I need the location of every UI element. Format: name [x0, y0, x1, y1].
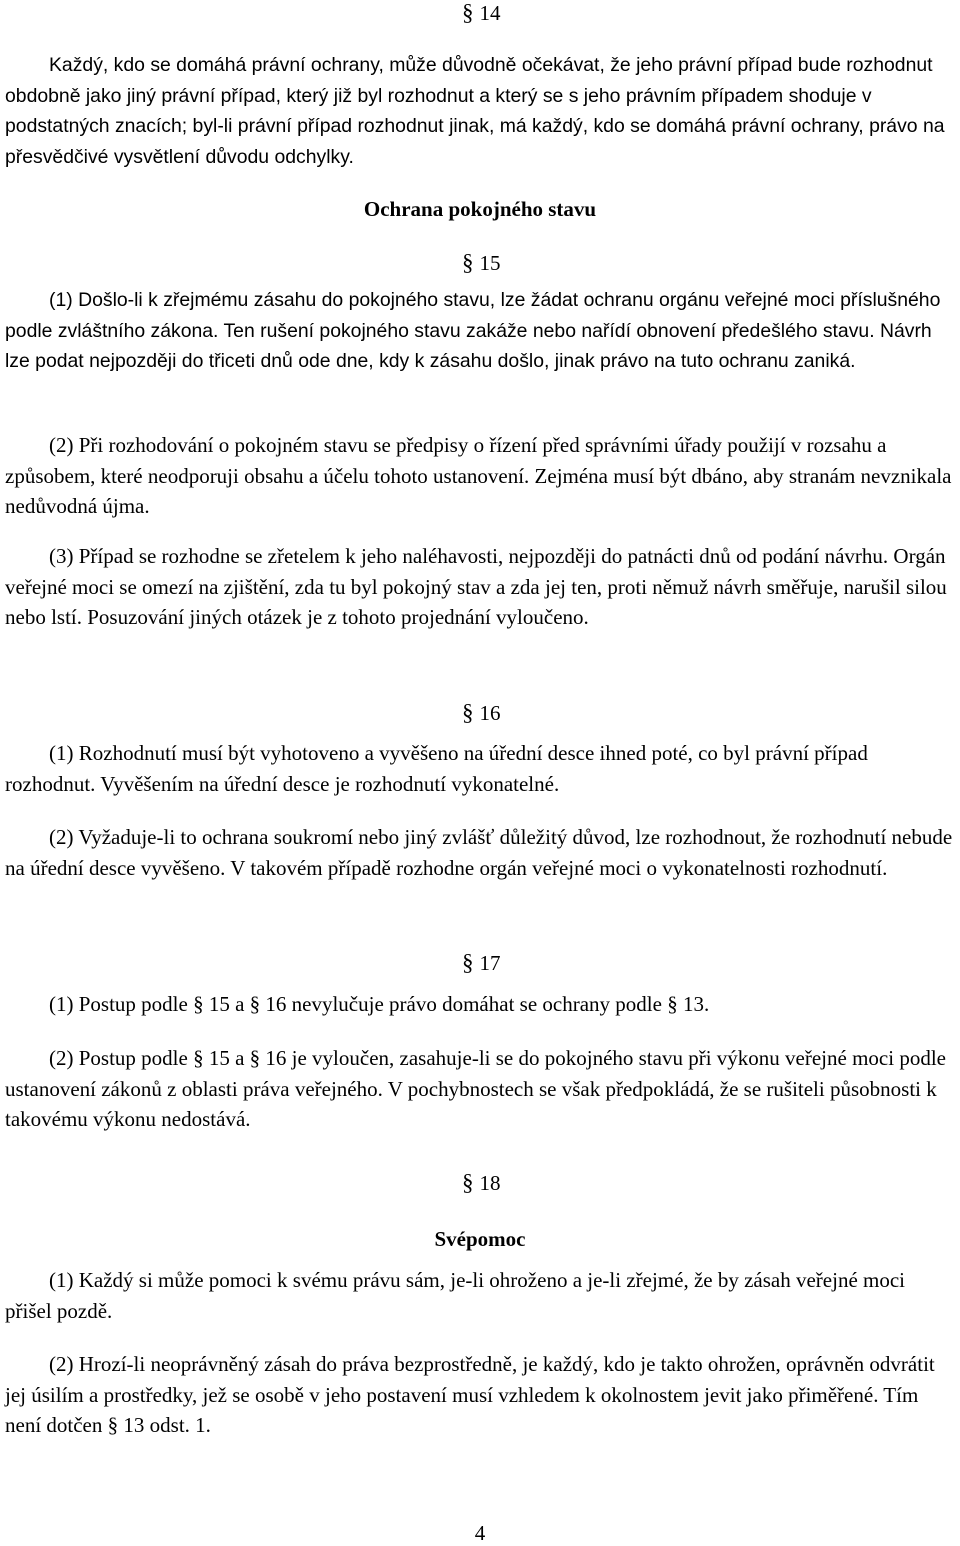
section-symbol: § — [249, 1046, 261, 1070]
section-symbol: § — [107, 1413, 119, 1437]
section-symbol: § — [667, 992, 678, 1016]
paragraph-17-2: (2) Postup podle § 15 a § 16 je vyloučen, zasahuje-li se do pokojného stavu při výkonu veřejné moci podle ustanovení zákonů z oblasti práva veřejného. V pochybnostech se však předpokládá, že se rušiteli působnosti k takovému výkonu nedostává. — [5, 1046, 946, 1131]
section-symbol: § — [193, 992, 204, 1016]
paragraph-15-3: (3) Případ se rozhodne se zřetelem k jeho naléhavosti, nejpozději do patnácti dnů od podání návrhu. Orgán veřejné moci se omezí na zjištění, zda tu byl pokojný stav a zda jej ten, proti němuž návrh směřuje, narušil silou nebo lstí. Posuzování jiných otázek je z tohoto projednání vyloučeno. — [5, 544, 947, 629]
section-number-14: § 14 — [462, 0, 501, 25]
section-symbol: § — [462, 1170, 474, 1195]
paragraph-15-1: (1) Došlo-li k zřejmému zásahu do pokojného stavu, lze žádat ochranu orgánu veřejné moci příslušného podle zvláštního zákona. Ten rušení pokojného stavu zakáže nebo nařídí obnovení předešlého stavu. Návrh lze podat nejpozději do třiceti dnů ode dne, kdy k zásahu došlo, jinak právo na tuto ochranu zaniká. — [5, 289, 941, 372]
section-symbol: § — [249, 992, 261, 1016]
section-number-15: § 15 — [462, 250, 501, 275]
section-symbol: § — [193, 1046, 204, 1070]
heading-svepomoc: Svépomoc — [434, 1227, 526, 1251]
section-number-17: § 17 — [462, 950, 501, 975]
section-symbol: § — [462, 700, 474, 725]
paragraph-16-1: (1) Rozhodnutí musí být vyhotoveno a vyvěšeno na úřední desce ihned poté, co byl právní případ rozhodnut. Vyvěšením na úřední desce je rozhodnutí vykonatelné. — [5, 741, 868, 796]
section-number-18: § 18 — [462, 1170, 501, 1195]
paragraph-14: Každý, kdo se domáhá právní ochrany, může důvodně očekávat, že jeho právní případ bude rozhodnut obdobně jako jiný právní případ, který již byl rozhodnut a který se s jeho právním případem shoduje v podstatných znacích; byl-li právní případ rozhodnut jinak, má každý, kdo se domáhá právní ochrany, právo na přesvědčivé vysvětlení důvodu odchylky. — [5, 54, 945, 168]
paragraph-18-2: (2) Hrozí-li neoprávněný zásah do práva bezprostředně, je každý, kdo je takto ohrožen, oprávněn odvrátit jej úsilím a prostředky, jež se osobě v jeho postavení musí vzhledem k okolnostem jevit jako přiměřené. Tím není dotčen § 13 odst. 1. — [5, 1352, 935, 1437]
section-number-16: § 16 — [462, 700, 501, 725]
paragraph-16-2: (2) Vyžaduje-li to ochrana soukromí nebo jiný zvlášť důležitý důvod, lze rozhodnout, že rozhodnutí nebude na úřední desce vyvěšeno. V takovém případě rozhodne orgán veřejné moci o vykonatelnosti rozhodnutí. — [5, 825, 953, 880]
heading-ochrana-pokojneho-stavu: Ochrana pokojného stavu — [363, 197, 597, 221]
paragraph-18-1: (1) Každý si může pomoci k svému právu sám, je-li ohroženo a je-li zřejmé, že by zásah veřejné moci přišel pozdě. — [5, 1268, 906, 1323]
section-symbol: § — [462, 950, 474, 975]
section-symbol: § — [462, 250, 474, 275]
paragraph-15-2: (2) Při rozhodování o pokojném stavu se předpisy o řízení před správními úřady použijí v rozsahu a způsobem, které neodporuji obsahu a účelu tohoto ustanovení. Zejména musí být dbáno, aby stranám nevznikala nedůvodná újma. — [5, 433, 952, 518]
section-symbol: § — [462, 0, 474, 25]
paragraph-17-1: (1) Postup podle § 15 a § 16 nevylučuje právo domáhat se ochrany podle § 13. — [49, 992, 710, 1016]
page-number: 4 — [474, 1521, 486, 1545]
